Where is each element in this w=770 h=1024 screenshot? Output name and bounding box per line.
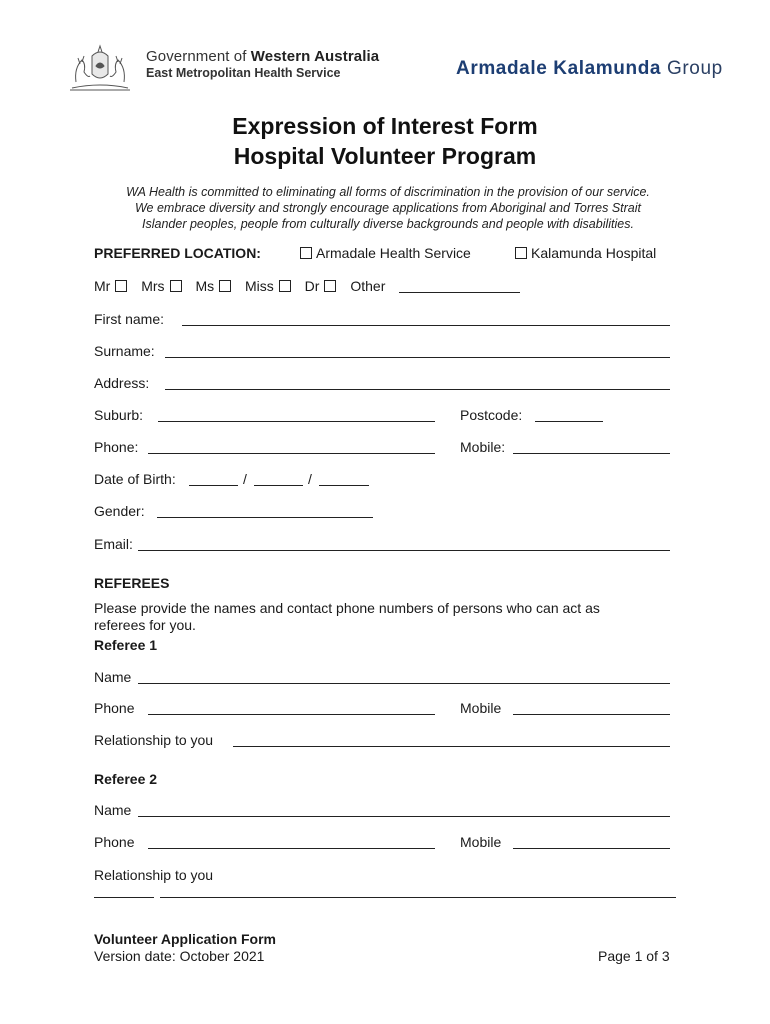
footer-form-info [94, 931, 276, 965]
email-label: Email: [94, 536, 133, 552]
referee-1-mobile-input[interactable] [513, 714, 670, 715]
email-input[interactable] [138, 550, 670, 551]
dob-label: Date of Birth: [94, 471, 176, 487]
title-ms-label: Ms [195, 278, 215, 294]
intro-line-3: Islander peoples, people from culturally diverse backgrounds and people with disabilities. [142, 217, 634, 231]
mobile-label: Mobile: [460, 439, 506, 455]
referee-1-mobile-label: Mobile [460, 700, 502, 716]
address-label: Address: [94, 375, 150, 391]
title-miss-label: Miss [245, 278, 274, 294]
checkbox[interactable] [515, 247, 527, 259]
title-mr-label: Mr [94, 278, 111, 294]
dob-day-input[interactable] [189, 485, 238, 486]
form-title: Expression of Interest Form [232, 113, 538, 139]
referee-2-mobile-input[interactable] [513, 848, 670, 849]
postcode-input[interactable] [535, 421, 603, 422]
government-title: Government of Western Australia [146, 48, 380, 65]
title-other-input[interactable] [399, 292, 520, 293]
title-mrs-checkbox[interactable] [170, 280, 182, 292]
suburb-input[interactable] [158, 421, 435, 422]
referee-2-relationship-input[interactable] [94, 897, 154, 898]
title-options [94, 278, 385, 294]
location-option-kalamunda[interactable]: Kalamunda Hospital [510, 245, 656, 261]
postcode-label: Postcode: [460, 407, 523, 423]
dob-month-input[interactable] [254, 485, 303, 486]
title-other-label: Other [350, 278, 386, 294]
phone-label: Phone: [94, 439, 139, 455]
surname-label: Surname: [94, 343, 155, 359]
title-mr-checkbox[interactable] [115, 280, 127, 292]
referees-heading: REFEREES [94, 575, 170, 591]
footer-version: Version date: October 2021 [94, 948, 265, 964]
form-subtitle: Hospital Volunteer Program [233, 143, 537, 169]
coat-of-arms-icon [68, 42, 132, 94]
referee-2-relationship-label: Relationship to you [94, 867, 214, 883]
page-number: Page 1 of 3 [598, 948, 670, 964]
title-mrs-label: Mrs [141, 278, 165, 294]
dob-year-input[interactable] [319, 485, 369, 486]
referee-2-mobile-label: Mobile [460, 834, 502, 850]
referee-2-phone-label: Phone [94, 834, 135, 850]
preferred-location-label: PREFERRED LOCATION: [94, 245, 261, 261]
referee-1-phone-label: Phone [94, 700, 135, 716]
referee-2-name-input[interactable] [138, 816, 670, 817]
referee-2-heading: Referee 2 [94, 771, 158, 787]
referee-2-name-label: Name [94, 802, 132, 818]
dob-separator: / [243, 471, 247, 487]
group-logo-text: Armadale Kalamunda Group [456, 58, 723, 79]
mobile-input[interactable] [513, 453, 670, 454]
intro-line-2: We embrace diversity and strongly encourage applications from Aboriginal and Torres Strait [134, 201, 642, 215]
title-ms-checkbox[interactable] [219, 280, 231, 292]
suburb-label: Suburb: [94, 407, 144, 423]
footer-form-name: Volunteer Application Form [94, 931, 277, 947]
phone-input[interactable] [148, 453, 435, 454]
title-dr-label: Dr [304, 278, 320, 294]
referee-1-phone-input[interactable] [148, 714, 435, 715]
gender-input[interactable] [157, 517, 373, 518]
referee-1-relationship-input[interactable] [233, 746, 670, 747]
location-option-armadale[interactable]: Armadale Health Service [295, 245, 471, 261]
address-input[interactable] [165, 389, 670, 390]
referees-description: Please provide the names and contact phone numbers of persons who can act as referees for you. [94, 600, 600, 633]
title-dr-checkbox[interactable] [324, 280, 336, 292]
referee-1-name-input[interactable] [138, 683, 670, 684]
title-miss-checkbox[interactable] [279, 280, 291, 292]
intro-line-1: WA Health is committed to eliminating all forms of discrimination in the provision of our service. [126, 185, 650, 199]
checkbox[interactable] [300, 247, 312, 259]
referee-1-heading: Referee 1 [94, 637, 158, 653]
referee-1-name-label: Name [94, 669, 132, 685]
dob-separator: / [308, 471, 312, 487]
health-service-name: East Metropolitan Health Service [146, 66, 341, 80]
gender-label: Gender: [94, 503, 145, 519]
surname-input[interactable] [165, 357, 670, 358]
referee-2-phone-input[interactable] [148, 848, 435, 849]
first-name-label: First name: [94, 311, 165, 327]
referee-1-relationship-label: Relationship to you [94, 732, 214, 748]
first-name-input[interactable] [182, 325, 670, 326]
referee-2-relationship-input-cont[interactable] [160, 897, 676, 898]
